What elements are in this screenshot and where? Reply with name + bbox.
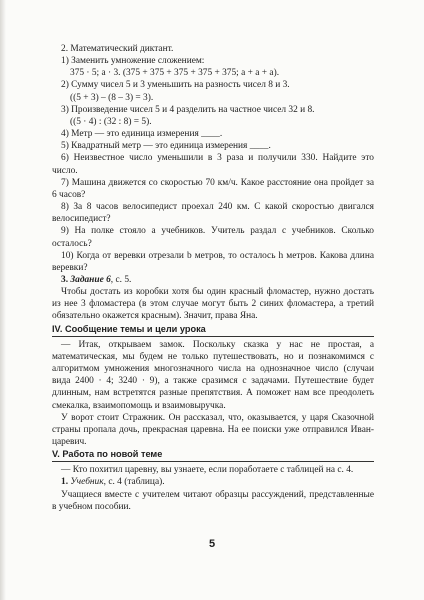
- task-4: 4) Метр — это единица измерения ____.: [61, 129, 223, 140]
- assignment-number: 3.: [61, 274, 69, 285]
- task-1-expression: 375 · 5; a · 3. (375 + 375 + 375 + 375 + 375; a + a + a).: [70, 68, 280, 79]
- section-v-paragraph-1: — Кто похитил царевну, вы узнаете, если поработаете с таблицей на с. 4.: [61, 465, 354, 476]
- task-6: 6) Неизвестное число уменьшили в 3 раза и получили 330. Найдите это число.: [52, 153, 374, 176]
- textbook-label: Учебник: [70, 477, 104, 488]
- section-v-paragraph-2: Учащиеся вместе с учителем читают образцы рассуждений, представленные в учебном пособии.: [52, 489, 374, 512]
- page-number: 5: [208, 538, 216, 550]
- page-edge-shadow: [0, 0, 6, 600]
- task-2-answer: ((5 + 3) – (8 – 3) = 3).: [70, 92, 154, 103]
- task-10: 10) Когда от веревки отрезали b метров, то осталось h метров. Какова длина веревки?: [52, 250, 374, 273]
- assignment-6-solution: Чтобы достать из коробки хотя бы один красный фломастер, нужно достать из нее 3 фломастера (в этом случае могут быть 2 синих фломастера, а третий обязательно окажется красным). Значит, права Яна.: [52, 287, 374, 322]
- task-8: 8) За 8 часов велосипедист проехал 240 км. С какой скоростью двигался велосипедист?: [52, 202, 374, 225]
- assignment-label: Задание 6: [70, 274, 111, 285]
- task-7: 7) Машина движется со скоростью 70 км/ч. Какое расстояние она пройдет за 6 часов?: [52, 177, 374, 200]
- textbook-ref: , с. 4 (таблица).: [103, 477, 165, 488]
- section-iv-heading: IV. Сообщение темы и цели урока: [52, 323, 206, 334]
- task-5: 5) Квадратный метр — это единица измерения ____.: [61, 141, 271, 152]
- task-1: 1) Заменить умножение сложением:: [61, 56, 205, 67]
- section-v-rule: [52, 461, 374, 462]
- textbook-reference: [52, 476, 374, 488]
- section-iv-paragraph-1: — Итак, открываем замок. Поскольку сказка у нас не простая, а математическая, мы будем не только путешествовать, но и познакомимся с алгоритмом умножения многозначного числа на однозначное число (случаи вида 2400 · 4; 3240 · 9), а также сразимся с задачами. Путешествие будет длинным, нам встретятся разные препятствия. А поможет нам все преодолеть смекалка, взаимопомощь и взаимовыручка.: [52, 339, 374, 411]
- assignment-6-heading: [52, 274, 374, 286]
- page-text: [52, 43, 374, 513]
- task-9: 9) На полке стояло a учебников. Учитель раздал c учебников. Сколько осталось?: [52, 226, 374, 249]
- section-iv-rule: [52, 336, 374, 337]
- dictation-heading: 2. Математический диктант.: [61, 44, 174, 54]
- section-iv-paragraph-2: У ворот стоит Стражник. Он рассказал, что, оказывается, у царя Сказочной страны пропала дочь, прекрасная царевна. На ее поиски уже отправился Иван-царевич.: [52, 412, 374, 447]
- task-3: 3) Произведение чисел 5 и 4 разделить на частное чисел 32 и 8.: [61, 104, 315, 115]
- task-2: 2) Сумму чисел 5 и 3 уменьшить на разность чисел 8 и 3.: [61, 80, 290, 91]
- section-v-heading: V. Работа по новой теме: [52, 449, 163, 460]
- textbook-number: 1.: [61, 477, 69, 488]
- task-3-answer: ((5 · 4) : (32 : 8) = 5).: [70, 116, 152, 127]
- assignment-ref: , с. 5.: [110, 274, 132, 285]
